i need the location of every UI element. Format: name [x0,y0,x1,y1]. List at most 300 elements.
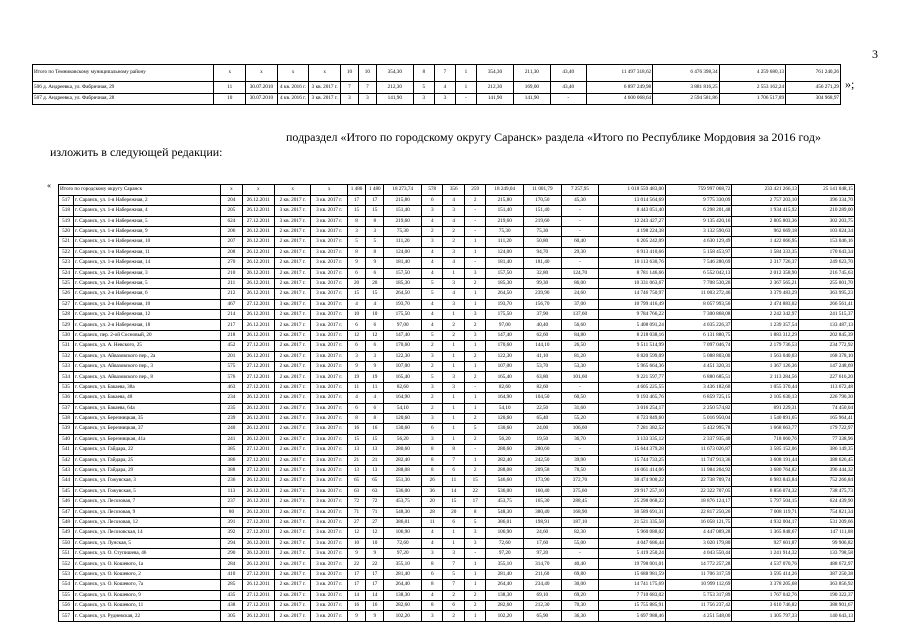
table-cell: г. Саранск, ул. 2-я Набережная, 10 [74,299,221,309]
table-cell: 3 [464,330,485,340]
table-cell: 7 [358,82,376,94]
table-cell: 3 [347,226,365,236]
table-cell: 6 131 880,75 [665,330,732,340]
table-cell: 17 [366,569,384,579]
table-cell: 20 [422,497,443,507]
table-cell: 2 [464,195,485,205]
table-cell: 170,50 [524,195,562,205]
table-cell: 10 [366,538,384,548]
table-cell: 24,60 [561,289,599,299]
summary-row [33,65,841,82]
table-cell: 2 кв. 2017 г. [274,486,311,496]
table-cell: 6 [347,268,365,278]
table-cell: 3 [464,538,485,548]
table-row [59,372,855,382]
table-cell: 107,00 [384,362,422,372]
summary-cell: 354,30 [376,65,413,82]
table-cell: 3 кв. 2017 г. [311,465,348,475]
table-cell: 3 кв. 2017 г. [311,299,348,309]
table-cell: 6 [443,465,464,475]
table-cell: 9 221 597,77 [599,372,666,382]
table-cell: 22 817 250,26 [665,507,732,517]
table-cell: 211 [221,278,242,288]
table-cell: 62,60 [524,330,562,340]
table-cell: 375,60 [561,486,599,496]
table-cell: 1 055 370,44 [732,382,799,392]
summary-cell: х [311,185,348,196]
table-cell: 2 кв. 2017 г. [274,289,311,299]
table-cell: 69,80 [561,569,599,579]
table-cell: 1 365 848,67 [732,528,799,538]
table-cell: 2 113 284,56 [732,372,799,382]
table-cell: 3 [464,268,485,278]
table-cell: 56,20 [486,434,524,444]
table-cell: 27.12.2011 [242,216,274,226]
table-cell: 27.12.2011 [242,445,274,455]
table-cell: 10 331 063,67 [599,278,666,288]
table-cell: 3 кв. 2017 г. [274,299,311,309]
summary-cell: х [214,65,246,82]
table-cell: 544 [59,476,74,486]
table-cell: 1 [464,362,485,372]
table-cell: 15 744 733,25 [599,455,666,465]
table-cell: 551 [59,549,74,559]
table-cell: 4 [422,258,443,268]
closing-mark: »; [845,77,855,91]
table-cell: 3 кв. 2017 г. [311,549,348,559]
table-cell: 208 [221,247,242,257]
table-cell: 6 [366,341,384,351]
table-cell: 6 298 201,48 [665,206,732,216]
table-cell: 538 [59,414,74,424]
table-cell: 386,01 [384,517,422,527]
table-cell: 27.12.2011 [242,372,274,382]
table-cell: 2 кв. 2017 г. [274,278,311,288]
table-cell: 218 [221,330,242,340]
table-cell: г. Саранск, ул. Айвазовского пер., 3 [74,362,221,372]
table-cell: 531 [59,341,74,351]
table-cell: 7 [340,82,358,94]
table-row [59,289,855,299]
table-cell: 25 298 068,22 [599,497,666,507]
table-cell: 97,20 [486,549,524,559]
table-cell: 266 561,41 [798,299,854,309]
table-cell: 9 [366,362,384,372]
table-cell: 26.12.2011 [242,580,274,590]
table-cell: 3 [443,372,464,382]
table-cell: 45,30 [561,195,599,205]
table-cell: 2 кв. 2017 г. [274,351,311,361]
table-cell: 237 [221,497,242,507]
table-cell: г. Саранск, ул. Гайдара, 25 [74,455,221,465]
table-cell: 1 668 663,77 [732,424,799,434]
table-cell: 3 кв. 2017 г. [311,330,348,340]
table-row [59,590,855,600]
table-cell: 1 [464,247,485,257]
table-cell: 54,10 [486,403,524,413]
table-cell: 2 кв. 2017 г. [274,393,311,403]
table-cell: 26.12.2011 [242,403,274,413]
table-cell: 555 [59,590,74,600]
table-cell: г. Саранск, ул. 1-я Набережная, 4 [74,206,221,216]
summary-cell: 7 257,95 [561,185,599,196]
table-cell: 26.12.2011 [242,549,274,559]
table-cell: 24,00 [524,424,562,434]
table-cell: 3 кв. 2017 г. [274,206,311,216]
table-cell: 539 [59,424,74,434]
table-cell: 5 088 803,00 [665,351,732,361]
table-cell: г. Саранск, ул. 1-я Набережная, 5 [74,216,221,226]
table-cell: 170,60 [486,341,524,351]
table-cell: 99 906,82 [798,538,854,548]
table-cell: 41,10 [524,351,562,361]
table-cell: 26.12.2011 [242,414,274,424]
table-cell: 1 540 891,65 [732,414,799,424]
table-cell: 111,20 [384,237,422,247]
table-cell: 27.12.2011 [242,528,274,538]
table-cell: 2 012 358,90 [732,268,799,278]
table-cell: 4 [422,216,443,226]
table-cell: 86,00 [561,278,599,288]
table-cell: - [464,226,485,236]
table-cell: 1 [443,414,464,424]
table-cell: 2 [422,393,443,403]
table-cell: - [561,226,599,236]
table-cell: 386,01 [486,517,524,527]
table-cell: 168 378,10 [798,351,854,361]
table-cell: 30 474 900,22 [599,476,666,486]
table-cell: 387 250,38 [798,569,854,579]
table-cell: 6 859 725,15 [665,393,732,403]
table-row [59,310,855,320]
table-cell: 71 [347,507,365,517]
table-cell: 5 [443,569,464,579]
table-cell: 63,80 [524,372,562,382]
table-cell: 2 кв. 2017 г. [274,497,311,507]
summary-cell: 1 480 [347,185,365,196]
table-cell: 2 [464,351,485,361]
table-cell: 4 кв. 2016 г. [277,93,309,105]
table-cell: 2 кв. 2017 г. [274,580,311,590]
table-cell: 3 595 414,26 [732,569,799,579]
table-row [59,424,855,434]
table-cell: 453,75 [486,497,524,507]
table-cell: 72,60 [486,538,524,548]
table-cell: 4 [422,247,443,257]
table-cell: 4 [366,299,384,309]
table-cell: 24,60 [524,528,562,538]
summary-cell: 259 [464,185,485,196]
table-row [59,351,855,361]
table-cell: г. Саранск, ул. О. Кошевого, 7а [74,580,221,590]
table-cell: 3 608 191,44 [732,455,799,465]
table-cell: 219,60 [524,216,562,226]
table-cell: 102,20 [486,611,524,621]
table-cell: 5 [347,237,365,247]
table-cell: - [464,206,485,216]
table-cell: 2 [464,414,485,424]
table-cell: 11 [214,82,246,94]
table-cell: 5 [422,330,443,340]
table-cell: 548,30 [486,507,524,517]
table-cell: 282,40 [486,455,524,465]
table-cell: 2 кв. 2017 г. [274,310,311,320]
table-cell: г. Саранск, ул. О. Кошевого, 11 [74,601,221,611]
table-cell: 4 605 225,55 [599,382,666,392]
table-cell: г. Саранск, ул. 1-я Набережная, 2 [74,195,221,205]
table-cell: 264,40 [384,580,422,590]
table-cell: 15 [443,497,464,507]
table-cell: 113 672,48 [798,382,854,392]
table-cell: 3 [443,247,464,257]
table-row [59,497,855,507]
table-cell: 82,60 [384,382,422,392]
table-cell: 7 008 119,71 [732,507,799,517]
table-cell: 27.12.2011 [242,455,274,465]
table-cell: 3 кв. 2017 г. [311,486,348,496]
table-cell: 7 [443,580,464,590]
table-cell: 84,80 [561,330,599,340]
table-cell: 31,60 [561,403,599,413]
table-cell: 107,00 [486,362,524,372]
table-cell: 9 [366,549,384,559]
table-cell: 1 563 040,03 [732,351,799,361]
table-cell: 6 [443,517,464,527]
table-cell: 11 984 204,92 [665,465,732,475]
table-cell: 3 кв. 2017 г. [311,569,348,579]
table-cell: г. Саранск, ул. Лунская, 5 [74,538,221,548]
table-cell: 37,00 [561,299,599,309]
table-cell: 4 кв. 2016 г. [277,82,309,94]
table-row [59,414,855,424]
table-cell: 1 [455,82,476,94]
summary-cell: 4 259 680,13 [719,65,785,82]
table-cell: 193,70 [384,299,422,309]
table-row [33,82,841,94]
table-cell: - [561,206,599,216]
table-cell: 552 [59,559,74,569]
table-cell: 74 450,04 [798,403,854,413]
table-cell: 27.12.2011 [242,299,274,309]
table-cell: - [464,216,485,226]
table-cell: 65,40 [524,414,562,424]
table-cell: 3 378 205,68 [732,580,799,590]
table-cell: 294 [221,538,242,548]
table-cell: 153 046,16 [798,237,854,247]
summary-cell: х [274,185,311,196]
table-cell: 392 [221,528,242,538]
table-cell: 2 кв. 2017 г. [274,590,311,600]
table-cell: 2 [443,590,464,600]
table-cell: г. Саранск, ул. Рудневская, 22 [74,611,221,621]
table-cell: 3 132 590,63 [665,226,732,236]
table-cell: 50,80 [524,237,562,247]
table-cell: 2 кв. 2017 г. [274,247,311,257]
table-cell: 521 [59,237,74,247]
table-cell: 3 кв. 2017 г. [311,497,348,507]
table-cell: 3 кв. 2017 г. [274,216,311,226]
table-cell: 2 317 726,37 [732,258,799,268]
table-cell: 165,40 [384,372,422,382]
table-cell: 5 [413,82,434,94]
table-cell: 3 [443,299,464,309]
table-cell: 2 [443,237,464,247]
table-cell: 2 кв. 2017 г. [274,341,311,351]
table-row [59,341,855,351]
table-cell: 264,50 [486,289,524,299]
table-cell: 2 337 935,40 [665,434,732,444]
table-cell: 26.12.2011 [242,206,274,216]
table-cell: 3 [422,414,443,424]
table-cell: 17 [464,497,485,507]
summary-cell: 578 [422,185,443,196]
table-cell: 1 [443,538,464,548]
table-row [59,247,855,257]
table-cell: 29,30 [561,247,599,257]
table-cell: 3 [366,226,384,236]
table-cell: 241 515,37 [798,310,854,320]
table-row [59,601,855,611]
table-cell: 207 [221,237,242,247]
table-cell: 165,40 [486,372,524,382]
table-cell: 130,60 [486,424,524,434]
table-cell: 530 [59,330,74,340]
table-cell: 4 537 070,76 [732,559,799,569]
table-cell: г. Саранск, ул. О. Кошевого, 2 [74,569,221,579]
table-cell: 6 880 685,51 [665,372,732,382]
table-cell: 10 [347,538,365,548]
table-cell: 255 001,70 [798,278,854,288]
table-cell: 11 747 913,36 [665,455,732,465]
table-cell: 1 934 415,92 [732,206,799,216]
table-cell: 156,70 [524,299,562,309]
table-cell: 27.12.2011 [242,517,274,527]
table-cell: 7 [443,559,464,569]
table-cell: 545 [59,486,74,496]
table-cell: 2 кв. 2017 г. [274,528,311,538]
table-cell: 12 [366,330,384,340]
table-cell: 140 643,13 [798,611,854,621]
table-cell: 2 474 883,02 [732,299,799,309]
summary-cell: х [309,65,341,82]
table-cell: 97,00 [384,320,422,330]
table-cell: 137,60 [561,310,599,320]
table-cell: 624 439,90 [798,497,854,507]
table-row [33,93,841,105]
table-cell: 7 710 683,02 [599,590,666,600]
table-cell: 9 [366,611,384,621]
table-cell: 10 999 112,69 [665,580,732,590]
table-cell: 160,40 [524,486,562,496]
table-cell: 75,30 [486,226,524,236]
table-cell: 531 209,66 [798,517,854,527]
table-cell: 7 708 530,26 [665,278,732,288]
table-cell: 523 [59,258,74,268]
table-cell: 280,60 [524,445,562,455]
table-cell: 3 кв. 2017 г. [311,403,348,413]
table-cell: 8 [366,247,384,257]
table-cell: 540 [59,434,74,444]
table-cell: 6 [366,403,384,413]
table-cell: 211,60 [524,569,562,579]
table-cell: 3 кв. 2017 г. [311,310,348,320]
table-cell: - [455,93,476,105]
table-cell: 4 251 548,00 [665,611,732,621]
table-cell: 5 408 091,24 [599,320,666,330]
table-cell: 8 [347,216,365,226]
table-cell: 9 775 330,09 [665,195,732,205]
address-cell: 507 д. Андреевка, ул. Фабричная, 28 [33,93,214,105]
table-cell: 1 584 333,35 [732,247,799,257]
table-cell: 26.12.2011 [242,247,274,257]
table-cell: 209,58 [524,465,562,475]
table-cell: 40,40 [561,559,599,569]
summary-cell: 1 [455,65,476,82]
table-cell: 2 кв. 2017 г. [274,195,311,205]
saransk-table [58,184,855,622]
table-cell: 6 205 242,09 [599,237,666,247]
table-cell: 175,50 [486,310,524,320]
table-cell: 2 [443,611,464,621]
table-cell: 536,00 [384,486,422,496]
table-cell: 2 594 581,86 [653,93,719,105]
table-cell: г. Саранск, ул. 1-я Набережная, 11 [74,247,221,257]
table-cell: 3 [422,237,443,247]
table-cell: 39,90 [561,455,599,465]
summary-cell: 10 [340,65,358,82]
table-cell: г. Саранск, ул. Бакаева, 38а [74,382,221,392]
table-row [59,226,855,236]
table-row [59,403,855,413]
table-cell: 170,60 [384,341,422,351]
table-cell: - [464,549,485,559]
table-cell: 3 кв. 2017 г. [311,206,348,216]
table-cell: 3 кв. 2017 г. [311,590,348,600]
table-cell: 19 [366,372,384,382]
table-cell: 6 [422,195,443,205]
table-cell: 164,90 [486,393,524,403]
table-cell: 4 [422,299,443,309]
table-cell: 7 546 280,69 [665,258,732,268]
table-cell: 78,50 [561,465,599,475]
table-cell: 264,40 [486,580,524,590]
table-cell: г. Саранск, ул. Березницкая, 41а [74,434,221,444]
table-cell: 543 [59,465,74,475]
table-cell: г. Саранск, ул. Гожувская, 5 [74,486,221,496]
table-cell: 5 432 995,78 [665,424,732,434]
table-cell: 6 [366,268,384,278]
table-cell: 2 [464,434,485,444]
table-cell: 1 305 797,33 [732,611,799,621]
table-row [59,445,855,455]
table-cell: 1 [464,289,485,299]
table-cell: 239,90 [524,289,562,299]
table-cell: 3 кв. 2017 г. [311,247,348,257]
table-cell: 1 [443,393,464,403]
table-cell: - [561,258,599,268]
table-cell: г. Саранск, ул. А. Невского, 25 [74,341,221,351]
table-cell: 2 250 574,82 [665,403,732,413]
table-cell: 4 [434,82,455,94]
table-cell: 4 [443,289,464,299]
table-cell: 691 229,31 [732,403,799,413]
table-cell: 11 [366,382,384,392]
table-cell: 3 кв. 2017 г. [311,195,348,205]
table-cell: 26.12.2011 [242,226,274,236]
table-cell: 13 014 564,69 [599,195,666,205]
table-cell: 3 кв. 2017 г. [311,611,348,621]
table-cell: 456 271,29 [786,82,841,94]
